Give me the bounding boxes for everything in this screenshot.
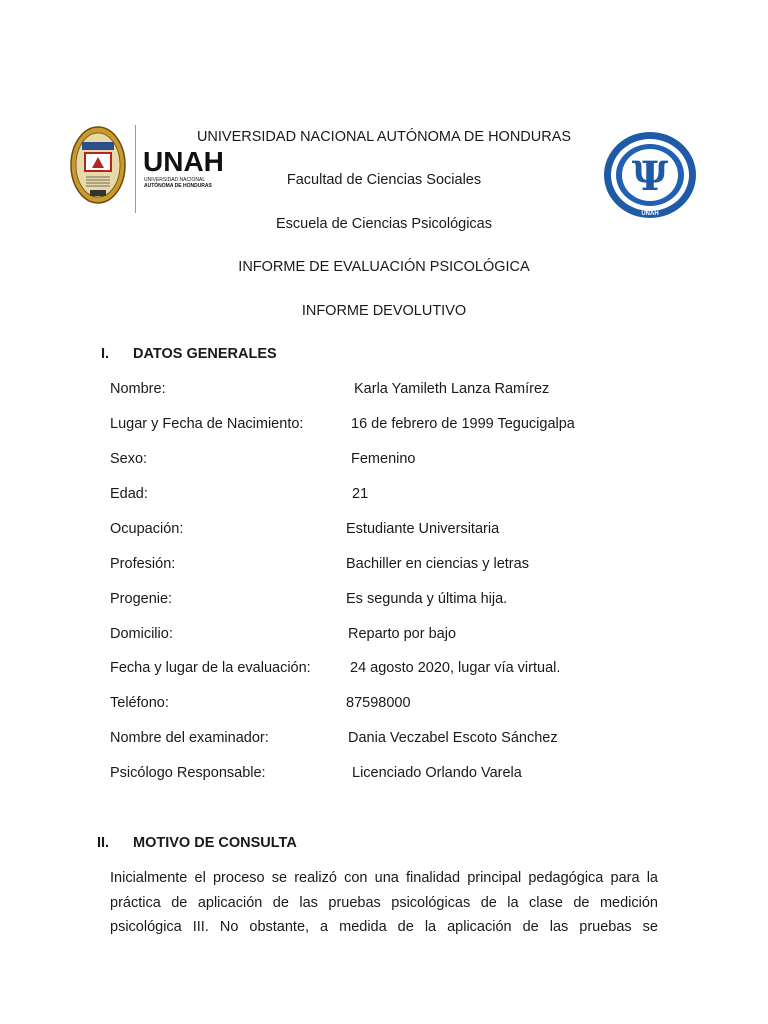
section-1-number: I. xyxy=(101,346,110,362)
field-value-psychologist: Licenciado Orlando Varela xyxy=(352,765,522,781)
svg-text:UNAH: UNAH xyxy=(641,211,659,217)
field-label-evaluation: Fecha y lugar de la evaluación: xyxy=(110,660,311,676)
field-label-psychologist: Psicólogo Responsable: xyxy=(110,765,266,781)
school-name: Escuela de Ciencias Psicológicas xyxy=(276,216,492,232)
field-label-age: Edad: xyxy=(110,486,148,502)
field-value-evaluation: 24 agosto 2020, lugar vía virtual. xyxy=(350,660,561,676)
field-value-name: Karla Yamileth Lanza Ramírez xyxy=(354,381,550,397)
field-label-occupation: Ocupación: xyxy=(110,521,184,537)
field-label-address: Domicilio: xyxy=(110,626,173,642)
field-value-birth: 16 de febrero de 1999 Tegucigalpa xyxy=(351,416,575,432)
field-label-profession: Profesión: xyxy=(110,556,176,572)
field-value-age: 21 xyxy=(352,486,369,502)
section-2-number: II. xyxy=(97,835,110,851)
report-title: INFORME DE EVALUACIÓN PSICOLÓGICA xyxy=(238,259,530,275)
report-subtitle: INFORME DEVOLUTIVO xyxy=(301,303,467,319)
faculty-name: Facultad de Ciencias Sociales xyxy=(286,172,482,188)
field-label-name: Nombre: xyxy=(110,381,166,397)
field-label-phone: Teléfono: xyxy=(110,695,169,711)
field-value-phone: 87598000 xyxy=(346,695,411,711)
university-name: UNIVERSIDAD NACIONAL AUTÓNOMA DE HONDURAS xyxy=(196,129,572,145)
field-value-examiner: Dania Veczabel Escoto Sánchez xyxy=(348,730,558,746)
field-value-address: Reparto por bajo xyxy=(348,626,457,642)
svg-text:Ψ: Ψ xyxy=(631,153,669,200)
paragraph-line-1: Inicialmente el proceso se realizó con una finalidad principal pedagógica para la xyxy=(110,870,658,886)
field-value-sex: Femenino xyxy=(351,451,416,467)
field-value-profession: Bachiller en ciencias y letras xyxy=(346,556,529,572)
field-label-progeny: Progenie: xyxy=(110,591,173,607)
paragraph-line-3: psicológica III. No obstante, a medida de la aplicación de las pruebas se xyxy=(110,919,658,935)
field-value-progeny: Es segunda y última hija. xyxy=(346,591,508,607)
unah-wordmark-subtitle-2: AUTÓNOMA DE HONDURAS xyxy=(144,183,212,189)
field-label-birth: Lugar y Fecha de Nacimiento: xyxy=(110,416,304,432)
paragraph-line-2: práctica de aplicación de las pruebas psicológicas de la clase de medición xyxy=(110,895,658,911)
unah-wordmark-subtitle-1: UNIVERSIDAD NACIONAL xyxy=(144,177,206,183)
section-1-title: DATOS GENERALES xyxy=(133,346,277,362)
unah-wordmark: UNAH xyxy=(143,146,224,177)
field-value-occupation: Estudiante Universitaria xyxy=(346,521,500,537)
section-2-title: MOTIVO DE CONSULTA xyxy=(133,835,297,851)
field-label-examiner: Nombre del examinador: xyxy=(110,730,269,746)
field-label-sex: Sexo: xyxy=(110,451,148,467)
